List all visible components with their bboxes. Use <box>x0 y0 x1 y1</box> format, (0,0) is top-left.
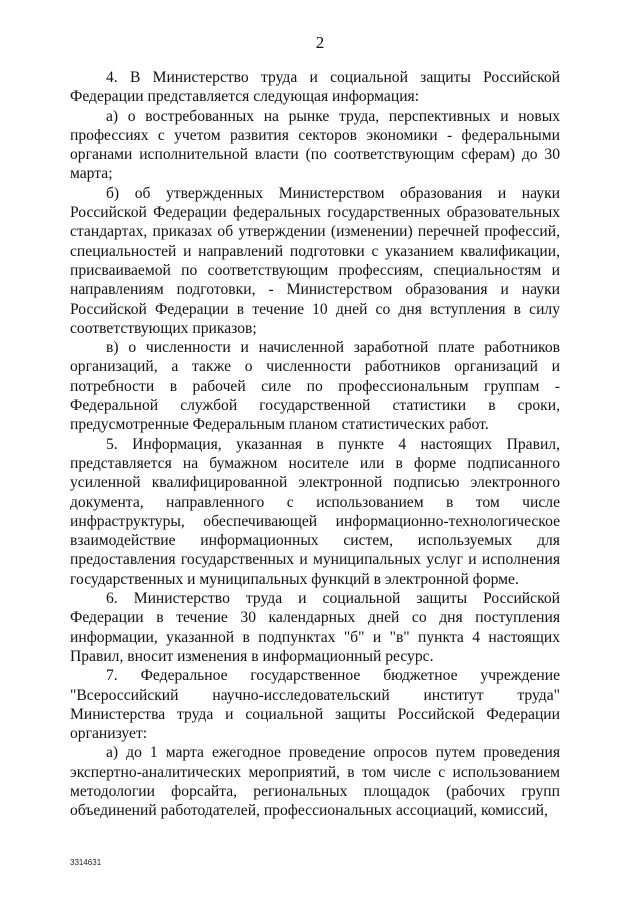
document-code: 3314631 <box>70 858 102 867</box>
paragraph-subitem-4v: в) о численности и начисленной заработной плате работников организаций, а также о численности работников организаций и потребности в рабочей силе по профессиональным группам - Федеральной службой государственной статистики в сроки, предусмотренные Федеральным планом статистических работ. <box>70 339 560 434</box>
document-body <box>70 68 560 821</box>
paragraph-item-6: 6. Министерство труда и социальной защиты Российской Федерации в течение 30 календарных дней со дня поступления информации, указанной в подпунктах "б" и "в" пункта 4 настоящих Правил, вносит изменения в информационный ресурс. <box>70 590 560 665</box>
page-number: 2 <box>315 33 325 52</box>
paragraph-subitem-7a: а) до 1 марта ежегодное проведение опросов путем проведения экспертно-аналитических мероприятий, в том числе с использованием методологии форсайта, региональных площадок (рабочих групп объединений работодателей, профессиональных ассоциаций, комиссий, <box>70 744 560 820</box>
paragraph-item-4: 4. В Министерство труда и социальной защиты Российской Федерации представляется следующая информация: <box>70 69 560 106</box>
paragraph-item-7: 7. Федеральное государственное бюджетное учреждение "Всероссийский научно-исследовательский институт труда" Министерства труда и социальной защиты Российской Федерации организует: <box>70 667 560 743</box>
paragraph-item-5: 5. Информация, указанная в пункте 4 настоящих Правил, представляется на бумажном носителе или в форме подписанного усиленной квалифицированной электронной подписью электронного документа, направленного с использованием в том числе инфраструктуры, обеспечивающей информационно-технологическое взаимодействие информационных систем, используемых для предоставления государственных и муниципальных услуг и исполнения государственных и муниципальных функций в электронной форме. <box>70 435 560 588</box>
paragraph-subitem-4b: б) об утвержденных Министерством образования и науки Российской Федерации федеральных государственных образовательных стандартах, приказах об утверждении (изменении) перечней профессий, специальностей и направлений подготовки с указанием квалификации, присваиваемой по соответствующим профессиям, специальностям и направлениям подготовки, - Министерством образования и науки Российской Федерации в течение 10 дней со дня вступления в силу соответствующих приказов; <box>70 184 560 337</box>
paragraph-subitem-4a: а) о востребованных на рынке труда, перспективных и новых профессиях с учетом развития секторов экономики - федеральными органами исполнительной власти (по соответствующим сферам) до 30 марта; <box>70 107 560 183</box>
